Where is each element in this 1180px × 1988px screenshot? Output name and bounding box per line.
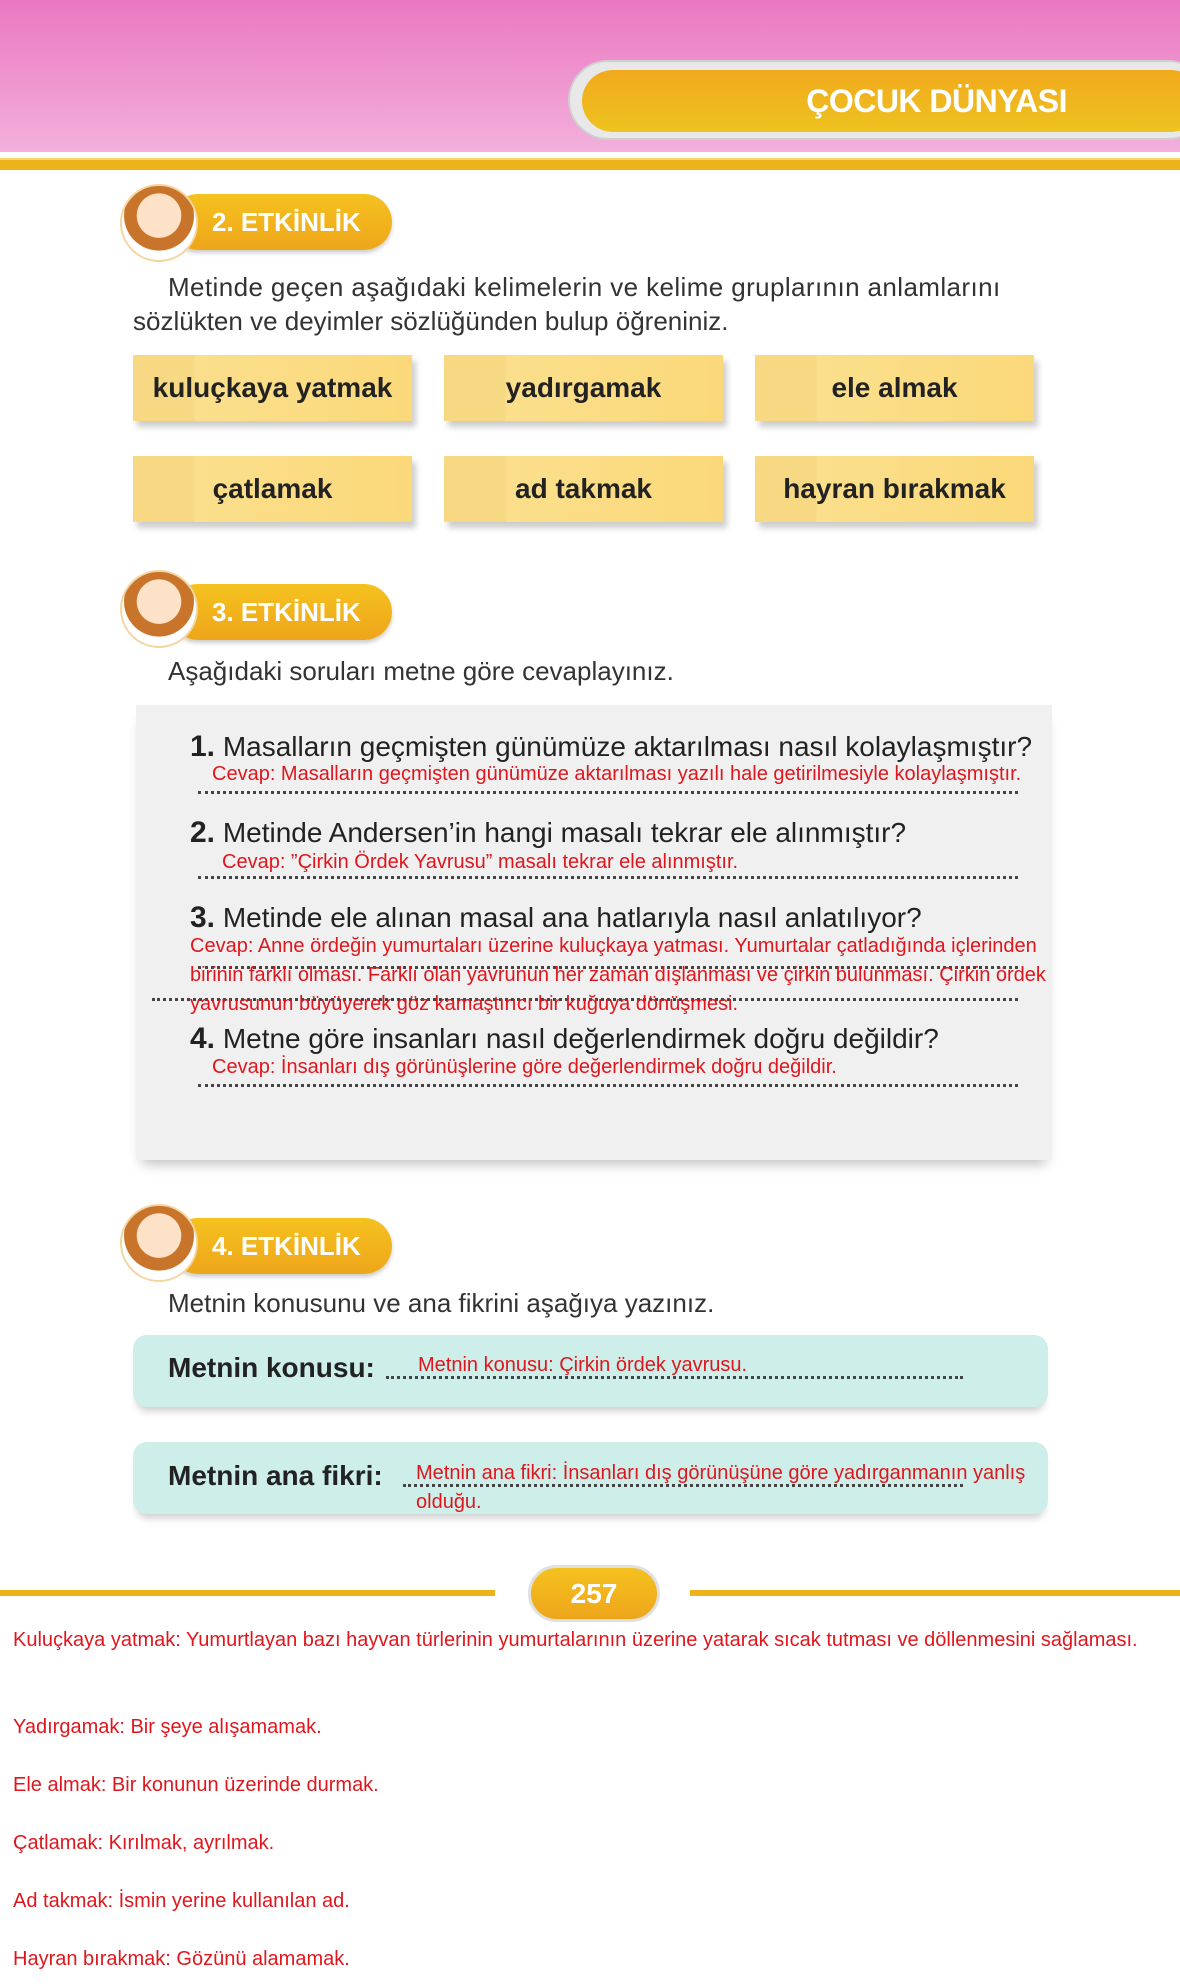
answer-3: Cevap: Anne ördeğin yumurtaları üzerine kuluçkaya yatması. Yumurtalar çatladığında içlerinden birinin farklı olması. Farklı olan yavrunun her zaman dışlanması ve çirkin bulunması. Çirkin ördek yavrusunun büyüyerek göz kamaştırıcı bir kuğuya dönüşmesi. bbox=[190, 935, 1046, 1015]
answer-4: Cevap: İnsanları dış görünüşlerine göre değerlendirmek doğru değildir. bbox=[212, 1056, 837, 1078]
question-1: 1. Masalların geçmişten günümüze aktarılması nasıl kolaylaşmıştır? bbox=[190, 730, 1033, 763]
section-title: ÇOCUK DÜNYASI bbox=[582, 70, 1180, 132]
activity-3-instruction: Aşağıdaki soruları metne göre cevaplayınız. bbox=[168, 656, 674, 686]
answer-line bbox=[198, 791, 1018, 794]
header-stripe bbox=[0, 158, 1180, 170]
activity-2-instruction-line2: sözlükten ve deyimler sözlüğünden bulup öğreniniz. bbox=[133, 306, 729, 336]
definition-item: Kuluçkaya yatmak: Yumurtlayan bazı hayvan türlerinin yumurtalarının üzerine yatarak sıcak tutması ve döllenmesini sağlaması. bbox=[13, 1629, 1138, 1651]
word-card: ad takmak bbox=[444, 456, 723, 522]
answer-line bbox=[198, 1084, 1018, 1087]
topic-label: Metnin konusu: bbox=[168, 1352, 375, 1383]
girl-mascot-icon bbox=[120, 1204, 198, 1282]
main-idea-label: Metnin ana fikri: bbox=[168, 1460, 383, 1491]
question-2: 2. Metinde Andersen’in hangi masalı tekrar ele alınmıştır? bbox=[190, 816, 907, 849]
definition-item: Çatlamak: Kırılmak, ayrılmak. bbox=[13, 1832, 275, 1854]
footer-line bbox=[0, 1590, 495, 1596]
definition-item: Ad takmak: İsmin yerine kullanılan ad. bbox=[13, 1890, 350, 1912]
main-idea-answer: Metnin ana fikri: İnsanları dış görünüşüne göre yadırganmanın yanlış olduğu. bbox=[416, 1462, 1026, 1513]
girl-mascot-icon bbox=[120, 184, 198, 262]
page-number: 257 bbox=[528, 1565, 660, 1622]
footer-line bbox=[690, 1590, 1180, 1596]
activity-3-badge: 3. ETKİNLİK bbox=[170, 584, 392, 640]
activity-2-instruction-line1: Metinde geçen aşağıdaki kelimelerin ve kelime gruplarının anlamlarını bbox=[168, 272, 1001, 302]
definition-item: Hayran bırakmak: Gözünü alamamak. bbox=[13, 1948, 350, 1970]
question-3: 3. Metinde ele alınan masal ana hatlarıyla nasıl anlatılıyor? bbox=[190, 901, 922, 934]
activity-4-instruction: Metnin konusunu ve ana fikrini aşağıya yazınız. bbox=[168, 1288, 715, 1318]
answer-2: Cevap: ”Çirkin Ördek Yavrusu” masalı tekrar ele alınmıştır. bbox=[222, 851, 739, 873]
girl-mascot-icon bbox=[120, 570, 198, 648]
activity-4-badge: 4. ETKİNLİK bbox=[170, 1218, 392, 1274]
definition-item: Yadırgamak: Bir şeye alışamamak. bbox=[13, 1716, 322, 1738]
definition-item: Ele almak: Bir konunun üzerinde durmak. bbox=[13, 1774, 379, 1796]
answer-line bbox=[198, 876, 1018, 879]
word-card: yadırgamak bbox=[444, 355, 723, 421]
word-card: çatlamak bbox=[133, 456, 412, 522]
word-card: ele almak bbox=[755, 355, 1034, 421]
question-4: 4. Metne göre insanları nasıl değerlendirmek doğru değildir? bbox=[190, 1022, 939, 1055]
activity-2-badge: 2. ETKİNLİK bbox=[170, 194, 392, 250]
topic-answer: Metnin konusu: Çirkin ördek yavrusu. bbox=[418, 1354, 748, 1376]
word-card: hayran bırakmak bbox=[755, 456, 1034, 522]
answer-1: Cevap: Masalların geçmişten günümüze aktarılması yazılı hale getirilmesiyle kolaylaşmıştır. bbox=[212, 763, 1022, 785]
word-card: kuluçkaya yatmak bbox=[133, 355, 412, 421]
